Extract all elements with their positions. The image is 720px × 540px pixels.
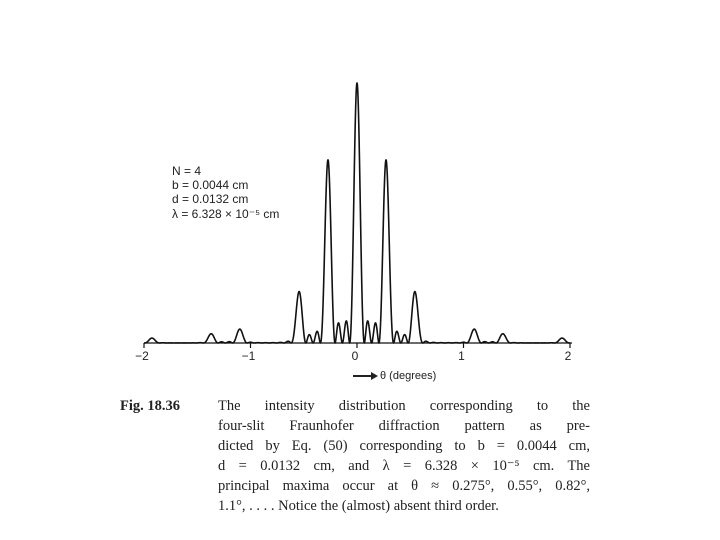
param-lambda: λ = 6.328 × 10⁻⁵ cm (172, 207, 280, 221)
figure-label: Fig. 18.36 (120, 398, 181, 414)
x-tick-label: −2 (135, 349, 149, 363)
arrow-right-icon (353, 375, 371, 377)
caption-line: dicted by Eq. (50) corresponding to b = 0.0044 cm, (218, 438, 590, 454)
x-tick-label: 2 (564, 349, 572, 363)
x-tick-label: 1 (458, 349, 465, 363)
param-n: N = 4 (172, 164, 202, 178)
x-tick-label: −1 (241, 349, 256, 363)
caption-line: d = 0.0132 cm, and λ = 6.328 × 10⁻⁵ cm. The (218, 458, 590, 474)
caption-line: four-slit Fraunhofer diffraction pattern as pre- (218, 418, 590, 434)
caption-text (218, 396, 590, 516)
x-axis-ticks (135, 343, 572, 363)
caption-line: principal maxima occur at θ ≈ 0.275°, 0.55°, 0.82°, (218, 478, 590, 494)
caption-line: The intensity distribution corresponding to the (218, 398, 590, 414)
param-d: d = 0.0132 cm (172, 192, 249, 206)
x-axis-label (353, 370, 436, 382)
x-tick-label: 0 (351, 349, 359, 363)
param-b: b = 0.0044 cm (172, 178, 249, 192)
x-axis-label-text: θ (degrees) (380, 370, 437, 382)
caption-line: 1.1°, . . . . Notice the (almost) absent third order. (218, 498, 499, 514)
